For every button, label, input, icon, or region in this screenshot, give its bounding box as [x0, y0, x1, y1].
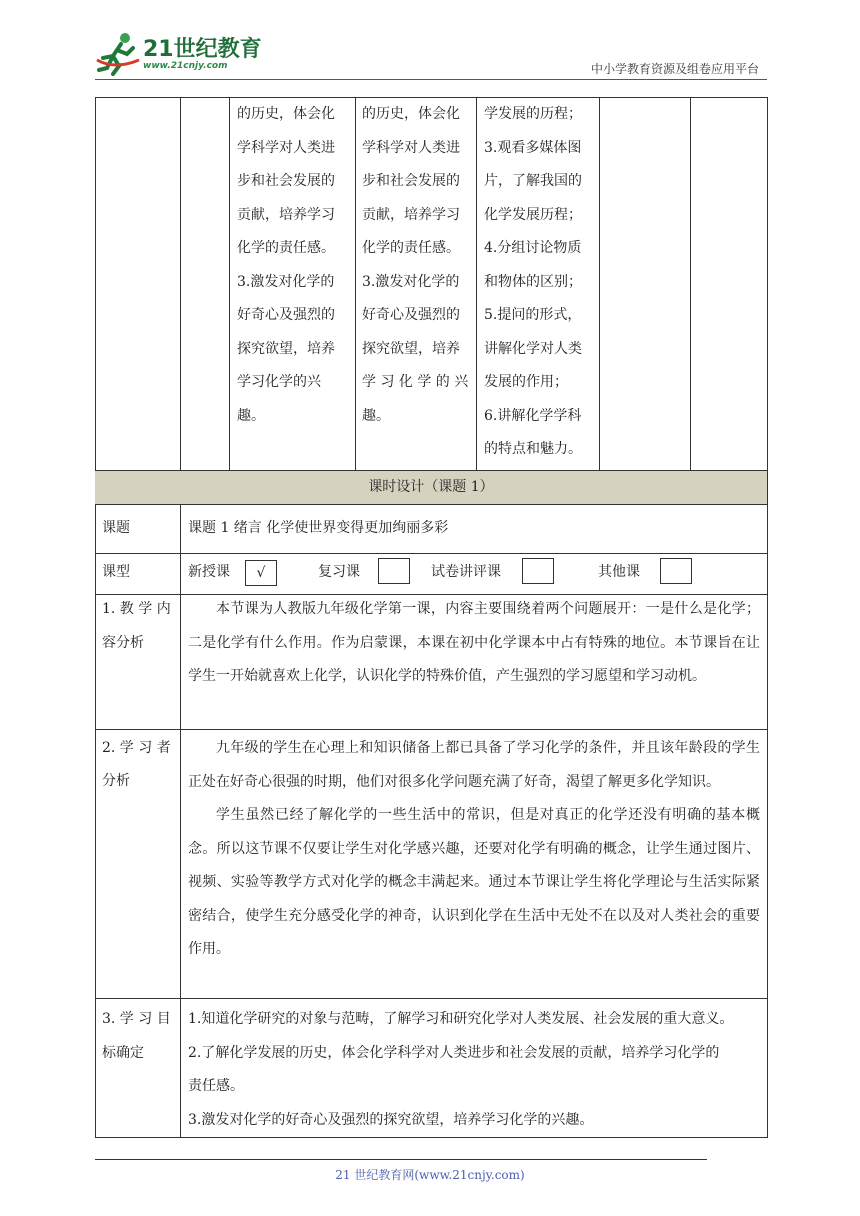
goal-label-line1: 3. 学 习 目 — [102, 1011, 171, 1027]
cell-line: 贡献，培养学习 — [237, 206, 335, 223]
activity-column-cell — [484, 98, 598, 467]
learner-label-line2: 分析 — [102, 773, 130, 789]
footer-divider — [95, 1159, 707, 1160]
cell-line: 的历史，体会化 — [362, 106, 460, 122]
footer-text: 21 世纪教育网(www.21cnjy.com) — [335, 1168, 525, 1182]
goal-line: 责任感。 — [188, 1078, 244, 1094]
cell-line: 的特点和魅力。 — [484, 441, 582, 457]
logo-url: www.21cnjy.com — [143, 61, 228, 71]
cell-line: 片，了解我国的 — [484, 173, 582, 189]
cell-line: 贡献，培养学习 — [362, 206, 460, 223]
cell-line: 步和社会发展的 — [362, 173, 460, 189]
topic-label: 课题 — [102, 520, 130, 536]
type-option-other: 其他课 — [598, 564, 640, 580]
cell-line: 探究欲望，培养 — [237, 340, 335, 357]
type-option-review: 复习课 — [318, 564, 360, 580]
learner-paragraph-2: 学生虽然已经了解化学的一些生活中的常识，但是对真正的化学还没有明确的基本概念。所以这节课不仅要让学生对化学感兴趣，还要对化学有明确的概念，让学生通过图片、视频、实验等教学方式对化学的概念丰满起来。通过本节课让学生将化学理论与生活实际紧密结合，使学生充分感受化学的神奇，认识到化学在生活中无处不在以及对人类社会的重要作用。 — [188, 807, 760, 957]
table-col-divider — [690, 97, 691, 470]
cell-line: 探究欲望，培养 — [362, 340, 460, 357]
table-col-divider — [180, 97, 181, 470]
cell-line: 和物体的区别； — [484, 273, 582, 290]
cell-line: 3.激发对化学的 — [237, 273, 335, 290]
cell-line: 的历史，体会化 — [237, 106, 335, 122]
cell-line: 6.讲解化学学科 — [484, 407, 582, 424]
goal-column-cell — [237, 98, 353, 433]
cell-line: 3.激发对化学的 — [362, 273, 460, 290]
type-checkbox-new[interactable]: √ — [245, 560, 277, 586]
cell-line: 学发展的历程； — [484, 106, 582, 122]
goal-line: 1.知道化学研究的对象与范畴，了解学习和研究化学对人类发展、社会发展的重大意义。 — [188, 1011, 734, 1027]
learner-label-line1: 2. 学 习 者 — [102, 740, 171, 756]
goal-line: 2.了解化学发展的历史，体会化学科学对人类进步和社会发展的贡献，培养学习化学的 — [188, 1044, 720, 1061]
goal-column-cell — [362, 98, 474, 433]
cell-line: 步和社会发展的 — [237, 173, 335, 189]
cell-line: 学 习 化 学 的 兴 — [362, 374, 469, 390]
runner-logo-icon — [95, 30, 143, 76]
cell-line: 趣。 — [362, 407, 390, 424]
row-divider — [95, 553, 768, 554]
cell-line: 学习化学的兴 — [237, 374, 321, 390]
learner-analysis — [188, 732, 760, 967]
cell-line: 化学发展历程； — [484, 206, 582, 223]
header-divider — [95, 79, 767, 80]
content-paragraph: 本节课为人教版九年级化学第一课，内容主要围绕着两个问题展开：一是什么是化学；二是化学有什么作用。作为启蒙课，本课在初中化学课本中占有特殊的地位。本节课旨在让学生一开始就喜欢上化学，认识化学的特殊价值，产生强烈的学习愿望和学习动机。 — [188, 601, 760, 684]
cell-line: 发展的作用； — [484, 374, 568, 390]
content-label-line1: 1. 教 学 内 — [102, 601, 171, 617]
logo-text: 21世纪教育 — [143, 37, 262, 62]
table-border-left — [95, 97, 96, 1138]
site-logo — [95, 30, 265, 76]
table-col-divider — [476, 97, 477, 470]
topic-value: 课题 1 绪言 化学使世界变得更加绚丽多彩 — [188, 520, 449, 536]
cell-line: 趣。 — [237, 407, 265, 424]
type-checkbox-other[interactable] — [660, 558, 692, 584]
row-divider — [95, 504, 768, 505]
header-platform-text: 中小学教育资源及组卷应用平台 — [590, 62, 759, 76]
table-col-divider — [229, 97, 230, 470]
table-border-right — [767, 97, 768, 1138]
cell-line: 好奇心及强烈的 — [237, 307, 335, 323]
type-option-exam: 试卷讲评课 — [431, 564, 501, 580]
type-label: 课型 — [102, 564, 130, 580]
type-option-new: 新授课 — [188, 564, 230, 580]
label-col-divider — [180, 504, 181, 1138]
cell-line: 5.提问的形式， — [484, 307, 582, 323]
cell-line: 4.分组讨论物质 — [484, 240, 582, 256]
content-label-line2: 容分析 — [102, 635, 144, 651]
cell-line: 好奇心及强烈的 — [362, 307, 460, 323]
page-header — [95, 28, 767, 78]
type-checkbox-review[interactable] — [378, 558, 410, 584]
section-title: 课时设计（课题 1） — [368, 479, 494, 495]
type-checkbox-exam[interactable] — [522, 558, 554, 584]
table-border-bottom — [95, 1137, 768, 1138]
table-col-divider — [599, 97, 600, 470]
cell-line: 化学的责任感。 — [237, 240, 335, 256]
row-divider — [95, 998, 768, 999]
goal-line: 3.激发对化学的好奇心及强烈的探究欲望，培养学习化学的兴趣。 — [188, 1111, 594, 1128]
cell-line: 化学的责任感。 — [362, 240, 460, 256]
cell-line: 学科学对人类进 — [237, 139, 335, 156]
learning-goals — [188, 1003, 766, 1137]
table-col-divider — [355, 97, 356, 470]
cell-line: 3.观看多媒体图 — [484, 139, 582, 156]
goal-label-line2: 标确定 — [102, 1045, 144, 1061]
cell-line: 学科学对人类进 — [362, 139, 460, 156]
row-divider — [95, 729, 768, 730]
cell-line: 讲解化学对人类 — [484, 340, 582, 357]
learner-paragraph-1: 九年级的学生在心理上和知识储备上都已具备了学习化学的条件，并且该年龄段的学生正处在好奇心很强的时期，他们对很多化学问题充满了好奇，渴望了解更多化学知识。 — [188, 740, 760, 790]
content-analysis — [188, 593, 760, 694]
